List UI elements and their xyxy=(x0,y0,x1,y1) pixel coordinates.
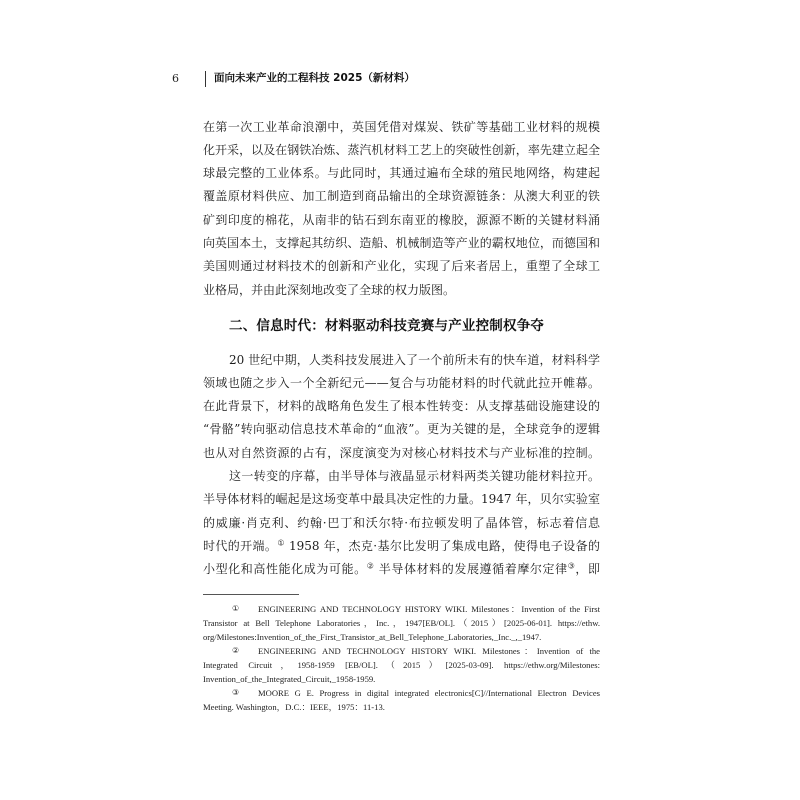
text-segment: 小型化和高性能化成为可能。 xyxy=(203,562,367,577)
text-line: 矿到印度的棉花，从南非的钻石到东南亚的橡胶，源源不断的关键材料涌 xyxy=(203,212,600,227)
footnote-reference: ② xyxy=(366,561,375,571)
paragraph-3 xyxy=(203,465,600,581)
text-segment: ，即 xyxy=(575,562,600,577)
text-line xyxy=(203,558,600,581)
text-line: 20 世纪中期，人类科技发展进入了一个前所未有的快车道，材料科学 xyxy=(229,352,600,367)
text-line: 也从对自然资源的占有，深度演变为对核心材料技术与产业标准的控制。 xyxy=(203,445,600,460)
running-head xyxy=(0,70,800,87)
text-line: 的威廉·肖克利、约翰·巴丁和沃尔特·布拉顿发明了晶体管，标志着信息 xyxy=(203,515,600,530)
text-line: 化开采，以及在钢铁冶炼、蒸汽机材料工艺上的突破性创新，率先建立起全 xyxy=(203,142,600,157)
footnote-text-line: Invention_of_the_Integrated_Circuit,_1958-1959. xyxy=(203,674,376,684)
footnote-first-line xyxy=(232,686,600,700)
text-line: 在此背景下，材料的战略角色发生了根本性转变：从支撑基础设施建设的 xyxy=(203,399,600,414)
paragraph-2 xyxy=(203,349,600,465)
footnotes xyxy=(203,602,600,714)
text-line: 覆盖原材料供应、加工制造到商品输出的全球资源链条：从澳大利亚的铁 xyxy=(203,189,600,204)
footnote-1 xyxy=(203,602,600,644)
footnote-first-line xyxy=(232,602,600,616)
running-head-divider xyxy=(205,71,206,87)
text-line: 在第一次工业革命浪潮中，英国凭借对煤炭、铁矿等基础工业材料的规模 xyxy=(203,119,600,134)
text-line: 领域也随之步入一个全新纪元——复合与功能材料的时代就此拉开帷幕。 xyxy=(203,375,600,390)
section-heading: 二、信息时代：材料驱动科技竞赛与产业控制权争夺 xyxy=(229,318,545,334)
text-segment: 1958 年，杰克·基尔比发明了集成电路，使得电子设备的 xyxy=(284,538,600,553)
footnote-reference: ③ xyxy=(567,561,576,571)
footnote-text-line: Integrated Circuit，1958-1959 [EB/OL].（2015）[2025-03-09]. https://ethw.org/Milestones: xyxy=(203,660,600,670)
footnote-2 xyxy=(203,644,600,686)
running-head-title: 面向未来产业的工程科技 2025（新材料） xyxy=(214,72,415,84)
text-line: 业格局，并由此深刻地改变了全球的权力版图。 xyxy=(203,282,456,297)
text-line: 球最完整的工业体系。与此同时，其通过遍布全球的殖民地网络，构建起 xyxy=(203,166,600,181)
footnote-text-line: MOORE G E. Progress in digital integrated electronics[C]//International Electron Devices xyxy=(258,688,600,698)
footnote-text-line: ENGINEERING AND TECHNOLOGY HISTORY WIKI. Milestones：Invention of the xyxy=(258,646,600,656)
text-line: “骨骼”转向驱动信息技术革命的“血液”。更为关键的是，全球竞争的逻辑 xyxy=(203,422,600,437)
text-line: 这一转变的序幕，由半导体与液晶显示材料两类关键功能材料拉开。 xyxy=(229,469,600,483)
footnote-first-line xyxy=(232,644,600,658)
footnote-text-line: Meeting. Washington，D.C.：IEEE，1975：11-13. xyxy=(203,702,385,712)
footnote-reference: ① xyxy=(277,538,285,548)
footnote-rule xyxy=(203,594,299,595)
footnote-text-line: ENGINEERING AND TECHNOLOGY HISTORY WIKI. Milestones：Invention of the First xyxy=(258,604,600,614)
page-number: 6 xyxy=(172,72,179,85)
footnote-marker: ② xyxy=(232,646,240,655)
footnote-3 xyxy=(203,686,600,714)
text-segment: 时代的开端。 xyxy=(203,538,278,553)
text-line: 半导体材料的崛起是这场变革中最具决定性的力量。1947 年，贝尔实验室 xyxy=(203,492,600,507)
footnote-text-line: org/Milestones:Invention_of_the_First_Transistor_at_Bell_Telephone_Laboratories,_Inc._,_1947. xyxy=(203,632,542,642)
paragraph-1 xyxy=(203,116,600,302)
text-line: 向英国本土，支撑起其纺织、造船、机械制造等产业的霸权地位，而德国和 xyxy=(203,235,600,250)
text-segment: 半导体材料的发展遵循着摩尔定律 xyxy=(374,562,568,577)
text-line: 美国则通过材料技术的创新和产业化，实现了后来者居上，重塑了全球工 xyxy=(203,259,600,274)
footnote-marker: ③ xyxy=(232,688,240,697)
text-line xyxy=(203,535,600,558)
footnote-marker: ① xyxy=(232,604,240,613)
footnote-text-line: Transistor at Bell Telephone Laboratories，Inc.，1947[EB/OL].（2015）[2025-06-01]. https://ethw. xyxy=(203,618,600,628)
